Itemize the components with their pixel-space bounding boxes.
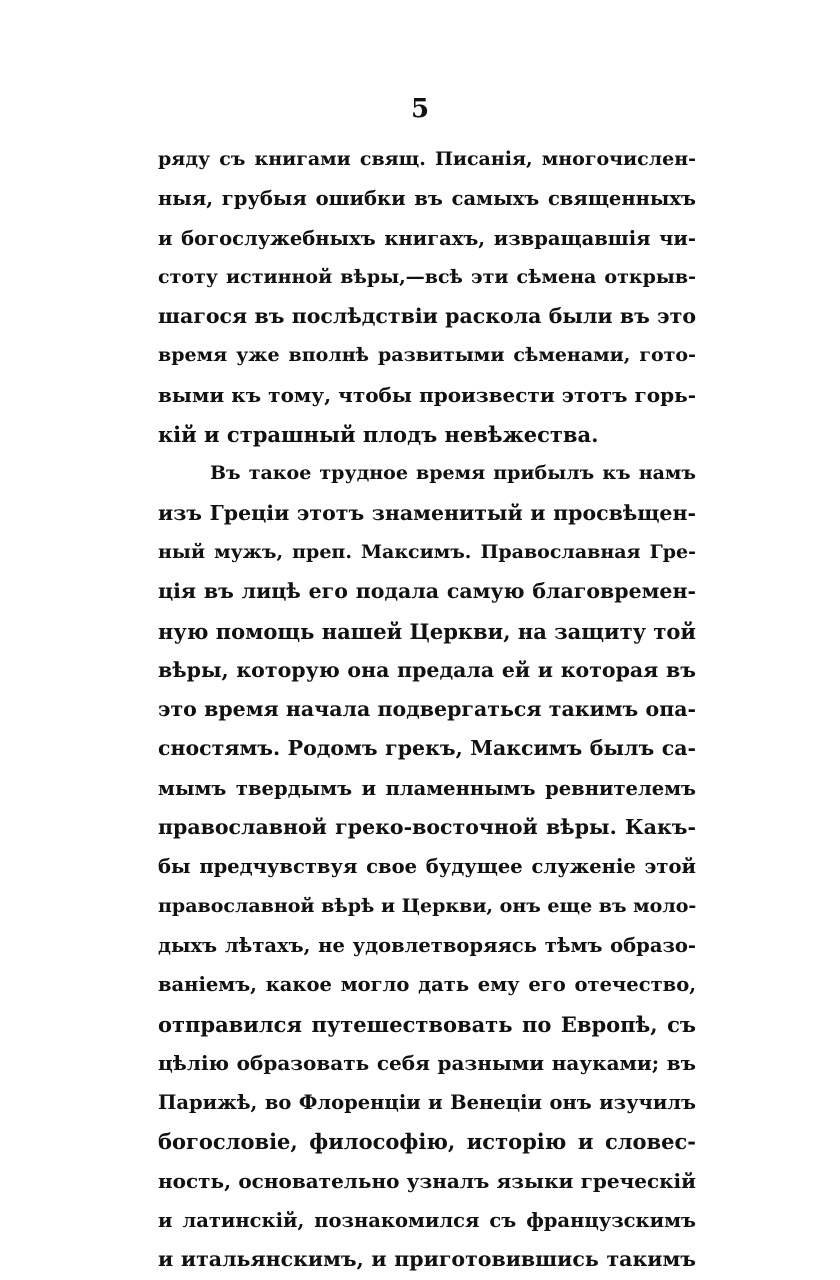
text-line: ряду съ книгами свящ. Писанія, многочислен-: [158, 148, 696, 170]
text-line: богословіе, философію, исторію и словес-: [158, 1129, 696, 1155]
paragraph-start-line: Въ такое трудное время прибылъ къ намъ: [210, 462, 696, 485]
text-line: бы предчувствуя свое будущее служеніе этой: [158, 855, 696, 879]
text-line: сностямъ. Родомъ грекъ, Максимъ былъ са-: [158, 736, 696, 761]
page-number: 5: [410, 94, 430, 124]
text-line: православной греко-восточной вѣры. Какъ-: [158, 815, 696, 840]
text-line: шагося въ послѣдствіи раскола были въ это: [158, 304, 696, 329]
text-line: православной вѣрѣ и Церкви, онъ еще въ моло-: [158, 894, 696, 917]
text-line: это время начала подвергаться такимъ опа-: [158, 697, 696, 722]
text-line: ныя, грубыя ошибки въ самыхъ священныхъ: [158, 187, 696, 211]
text-line: цѣлію образовать себя разными науками; въ: [158, 1050, 696, 1075]
paragraph-end-line: кій и страшный плодъ невѣжества.: [158, 422, 599, 448]
text-line: вѣры, которую она предала ей и которая въ: [158, 657, 696, 682]
text-line: и латинскій, познакомился съ французскимъ: [158, 1209, 696, 1233]
text-line: Парижѣ, во Флоренціи и Венеціи онъ изучилъ: [158, 1091, 696, 1115]
text-line: время уже вполнѣ развитыми сѣменами, гото-: [158, 344, 696, 367]
text-line: и итальянскимъ, и приготовившись такимъ: [158, 1247, 696, 1272]
text-line: отправился путешествовать по Европѣ, съ: [158, 1011, 696, 1037]
text-line: и богослужебныхъ книгахъ, извращавшія чи-: [158, 226, 696, 250]
body-text: [158, 140, 696, 1280]
text-line: изъ Греціи этотъ знаменитый и просвѣщен-: [158, 500, 696, 525]
text-line: ція въ лицѣ его подала самую благовремен-: [158, 579, 696, 604]
text-line: ность, основательно узналъ языки греческій: [158, 1168, 696, 1193]
text-line: ную помощь нашей Церкви, на защиту той: [158, 618, 696, 644]
text-line: ваніемъ, какое могло дать ему его отечество,: [158, 973, 696, 997]
text-line: дыхъ лѣтахъ, не удовлетворяясь тѣмъ образо-: [158, 933, 696, 957]
text-line: ный мужъ, преп. Максимъ. Православная Гре-: [158, 540, 696, 563]
text-line: мымъ твердымъ и пламеннымъ ревнителемъ: [158, 776, 696, 800]
text-line: стоту истинной вѣры,—всѣ эти сѣмена открыв-: [158, 265, 696, 288]
text-line: выми къ тому, чтобы произвести этотъ горь-: [158, 382, 696, 407]
